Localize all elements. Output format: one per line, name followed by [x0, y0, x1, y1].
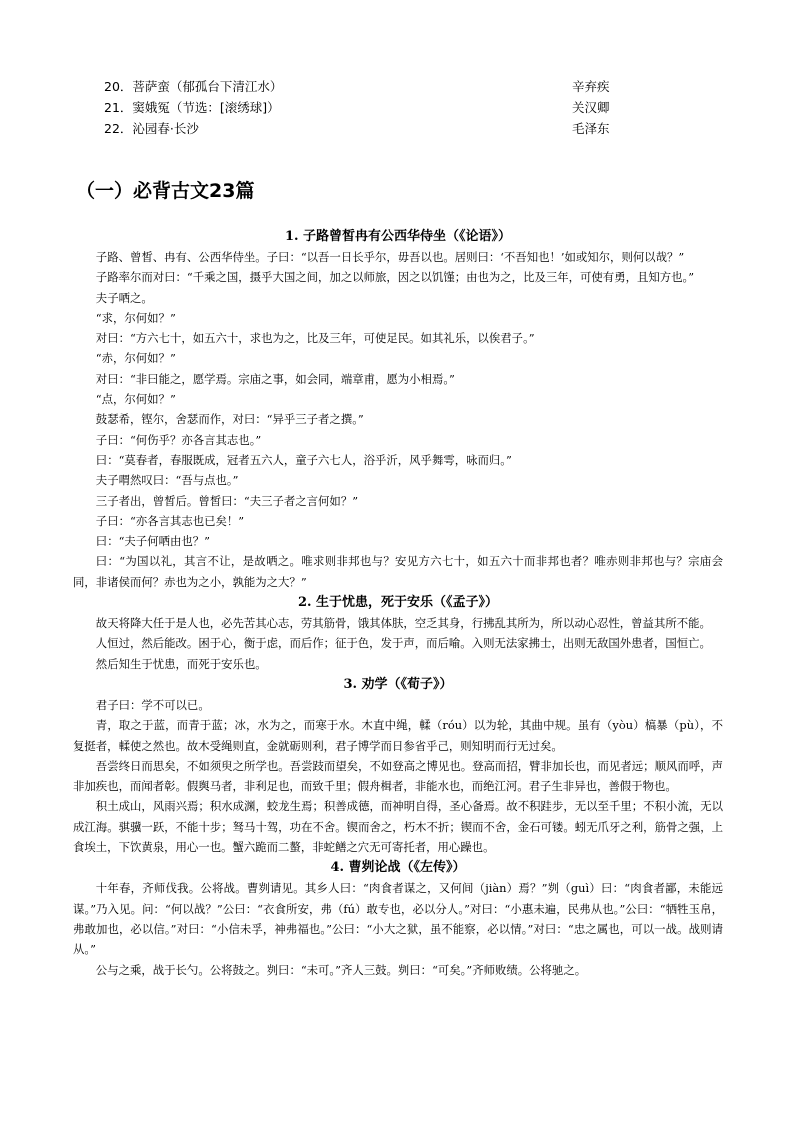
- paragraph: 子曰：“何伤乎？亦各言其志也。”: [95, 432, 262, 447]
- article-heading: 1. 子路曾皙冉有公西华侍坐（《论语》）: [284, 229, 512, 244]
- paragraph: 夫子喟然叹曰：“吾与点也。”: [95, 473, 239, 488]
- paragraph: 三子者出，曾皙后。曾皙曰：“夫三子者之言何如？”: [95, 493, 359, 508]
- toc-item-title: 20．菩萨蛮（郁孤台下清江水）: [104, 79, 283, 94]
- paragraph: 然后知生于忧患，而死于安乐也。: [95, 656, 267, 671]
- article-list: [73, 226, 723, 980]
- article-heading: 3. 劝学（《荀子》）: [343, 676, 453, 692]
- paragraph: 曰：“为国以礼，其言不让，是故哂之。唯求则非邦也与？安见方六七十，如五六十而非邦也者？唯赤则非邦也与？宗庙会同，非诸侯而何？赤也为之小，孰能为之大？”: [73, 554, 723, 589]
- paragraph: 君子曰：学不可以已。: [95, 697, 210, 712]
- article: [73, 857, 723, 979]
- article-heading: 4. 曹刿论战（《左传》）: [330, 860, 466, 876]
- paragraph: 对曰：“方六七十，如五六十，求也为之，比及三年，可使足民。如其礼乐，以俟君子。”: [95, 331, 535, 346]
- section-title: （一）必背古文23篇: [76, 180, 255, 202]
- paragraph: 曰：“夫子何哂由也？”: [95, 534, 210, 549]
- paragraph: 鼓瑟希，铿尔，舍瑟而作，对曰：“异乎三子者之撰。”: [95, 412, 364, 427]
- article: [73, 226, 723, 592]
- paragraph: “点，尔何如？”: [95, 392, 176, 407]
- paragraph: 夫子哂之。: [95, 290, 153, 305]
- paragraph: “求，尔何如？”: [95, 310, 176, 325]
- paragraph: 人恒过，然后能改。困于心，衡于虑，而后作；征于色，发于声，而后喻。入则无法家拂士，出则无敌国外患者，国恒亡。: [95, 636, 711, 651]
- article: [73, 592, 723, 674]
- toc-item: [104, 76, 624, 97]
- table-of-contents: [104, 76, 624, 139]
- toc-item: [104, 118, 624, 139]
- paragraph: 子路率尔而对曰：“千乘之国，摄乎大国之间，加之以师旅，因之以饥馑；由也为之，比及三年，可使有勇，且知方也。”: [95, 270, 695, 285]
- paragraph: 公与之乘，战于长勺。公将鼓之。刿曰：“未可。”齐人三鼓。刿曰：“可矣。”齐师败绩。公将驰之。: [95, 962, 587, 977]
- paragraph: “赤，尔何如？”: [95, 351, 176, 366]
- paragraph: 故天将降大任于是人也，必先苦其心志，劳其筋骨，饿其体肤，空乏其身，行拂乱其所为，所以动心忍性，曾益其所不能。: [95, 616, 711, 631]
- toc-item: [104, 97, 624, 118]
- toc-item-title: 22．沁园春·长沙: [104, 121, 199, 136]
- toc-item-title: 21．窦娥冤（节选：[滚绣球]）: [104, 100, 280, 115]
- paragraph: 子路、曾皙、冉有、公西华侍坐。子曰：“以吾一日长乎尔，毋吾以也。居则曰：‘不吾知也！’如或知尔，则何以哉？”: [95, 250, 685, 264]
- paragraph: 青，取之于蓝，而青于蓝；冰，水为之，而寒于水。木直中绳，輮（róu）以为轮，其曲中规。虽有（yòu）槁暴（pù），不复挺者，輮使之然也。故木受绳则直，金就砺则利，君子博学而日参省乎己，则知明而行无过矣。: [73, 718, 723, 753]
- paragraph: 子曰：“亦各言其志也已矣！”: [95, 513, 245, 528]
- paragraph: 积土成山，风雨兴焉；积水成渊，蛟龙生焉；积善成德，而神明自得，圣心备焉。故不积跬步，无以至千里；不积小流，无以成江海。骐骥一跃，不能十步；驽马十驾，功在不舍。锲而舍之，朽木不折；锲而不舍，金石可镂。蚓无爪牙之利，筋骨之强，上食埃土，下饮黄泉，用心一也。蟹六跪而二螯，非蛇鳝之穴无可寄托者，用心躁也。: [73, 799, 723, 855]
- article-heading: 2. 生于忧患，死于安乐（《孟子》）: [297, 595, 499, 611]
- paragraph: 吾尝终日而思矣，不如须臾之所学也。吾尝跂而望矣，不如登高之博见也。登高而招，臂非加长也，而见者远；顺风而呼，声非加疾也，而闻者彰。假舆马者，非利足也，而致千里；假舟楫者，非能水也，而绝江河。君子生非异也，善假于物也。: [73, 758, 723, 794]
- paragraph: 曰：“莫春者，春服既成，冠者五六人，童子六七人，浴乎沂，风乎舞雩，咏而归。”: [95, 452, 512, 467]
- toc-item-author: 毛泽东: [572, 121, 610, 136]
- paragraph: 对曰：“非曰能之，愿学焉。宗庙之事，如会同，端章甫，愿为小相焉。”: [95, 371, 455, 386]
- article: [73, 674, 723, 857]
- paragraph: 十年春，齐师伐我。公将战。曹刿请见。其乡人曰：“肉食者谋之，又何间（jiàn）焉？”刿（guì）曰：“肉食者鄙，未能远谋。”乃入见。问：“何以战？”公曰：“衣食所安，弗（fú）敢专也，必以分人。”对曰：“小惠未遍，民弗从也。”公曰：“牺牲玉帛，弗敢加也，必以信。”对曰：“小信未孚，神弗福也。”公曰：“小大之狱，虽不能察，必以情。”对曰：“忠之属也，可以一战。战则请从。”: [73, 881, 723, 957]
- toc-item-author: 关汉卿: [572, 100, 610, 115]
- toc-item-author: 辛弃疾: [572, 79, 610, 94]
